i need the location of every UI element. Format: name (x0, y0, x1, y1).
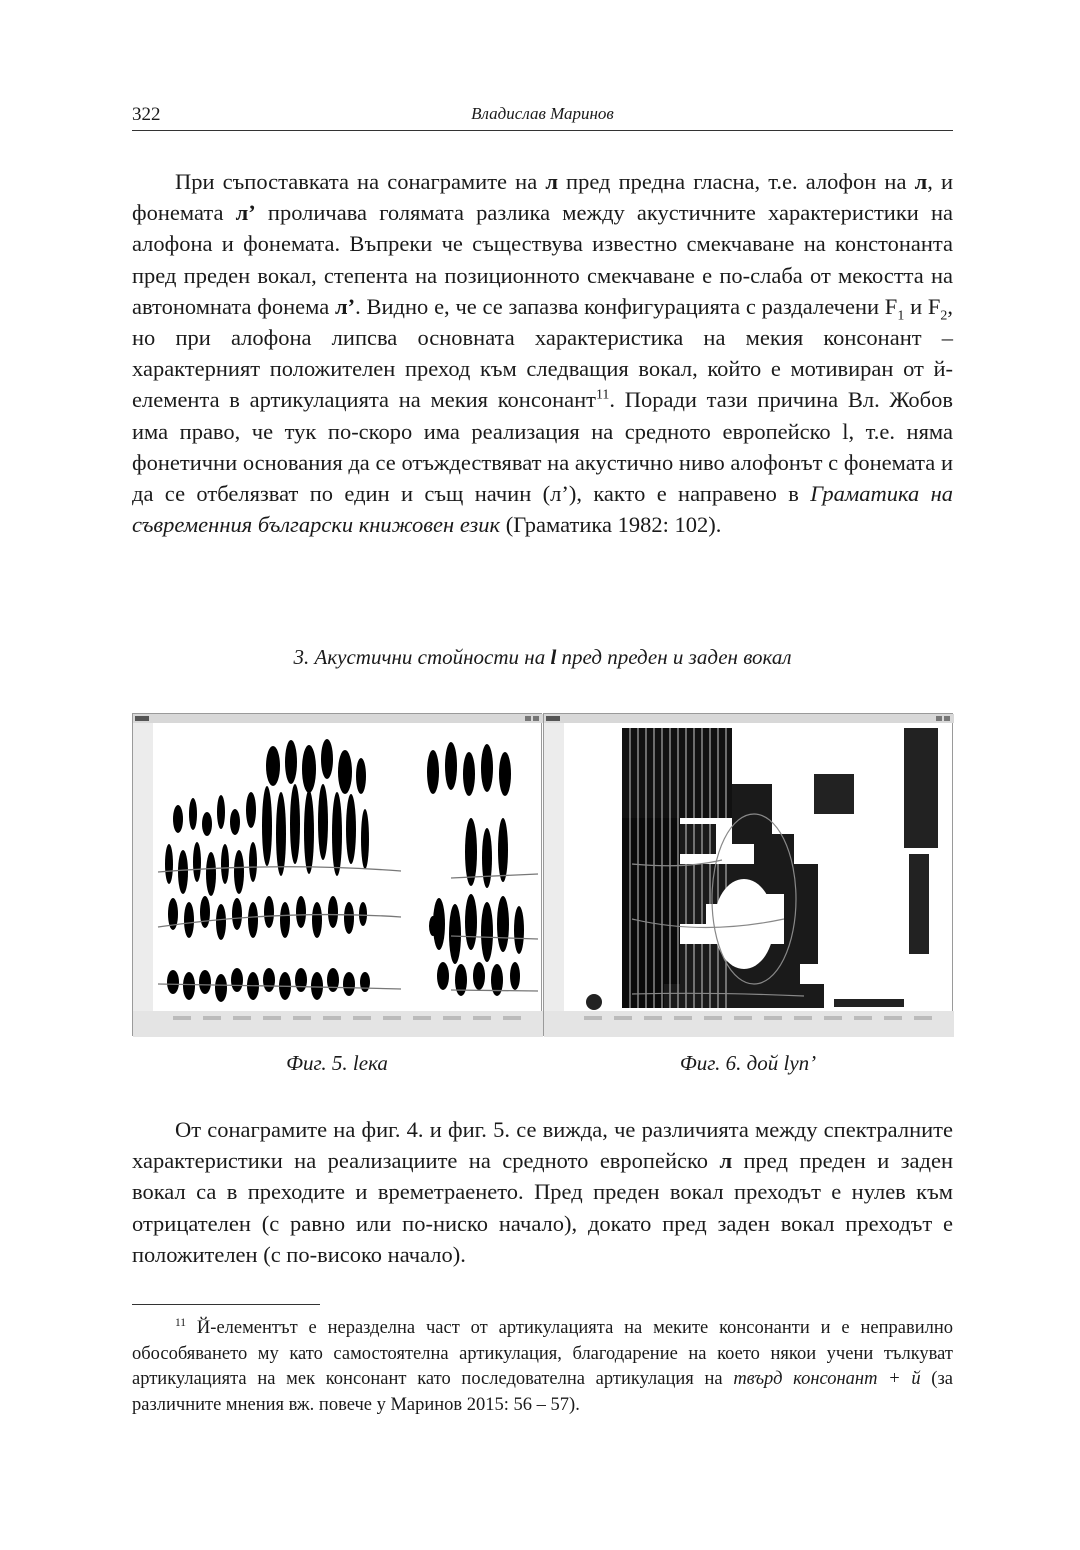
footnote-11 (132, 1316, 953, 1418)
page-number: 322 (132, 104, 161, 125)
footnote-rule (132, 1304, 320, 1305)
spectrogram-5-image (133, 714, 543, 1037)
paragraph-1 (132, 166, 953, 540)
text-run: пред предна гласна, т.е. алофон на (557, 169, 915, 194)
text-run: (за различните мнения вж. повече у Маринов 2015: 56 – 57). (132, 1369, 953, 1415)
subscript: 1 (897, 308, 905, 324)
text-run: пред преден и заден вокал (556, 645, 792, 669)
bold-run: л (914, 169, 928, 194)
italic-run: твърд консонант + й (733, 1369, 921, 1389)
running-header (132, 100, 953, 130)
text-run: , и фонемата (132, 169, 953, 226)
text-run: От сонаграмите на фиг. 4. и фиг. 5. се вижда, че различията между спектралните характеристики на реализациите на средното европейско (132, 1117, 953, 1174)
italic-run: Граматика на съвременния български книжовен език (132, 481, 953, 538)
bold-run: л (545, 169, 558, 194)
section-title (132, 645, 953, 670)
footnote-ref[interactable]: 11 (595, 387, 610, 403)
text-run: . Видно е, че се запазва конфигурацията с раздалечени F (355, 293, 898, 319)
text-run: 3. Акустични стойности на (293, 645, 551, 669)
figure-5-caption: Фиг. 5. lека (286, 1051, 388, 1075)
bold-run: l (550, 645, 557, 669)
header-rule (132, 130, 953, 131)
footnote-number: 11 (175, 1316, 187, 1329)
figure-6-caption: Фиг. 6. дой lуп’ (679, 1051, 817, 1075)
text-run: пред преден и заден вокал са в преходите и времетраенето. Пред преден вокал преходът е нулев към отрицателен (с равно или по-ниско начало), докато пред заден вокал преходът е положителен (с по-високо начало). (132, 1148, 953, 1267)
bold-run: л’ (334, 293, 356, 319)
text-run: проличава голямата разлика между акустичните характеристики на алофона и фонемата. Въпреки че съществува известно смекчаване на констонанта пред преден вокал, степента на позиционното смекчаване е по-слаба от мекостта на автономната фонема (132, 200, 953, 319)
spectrogram-figure-6 (543, 713, 953, 1036)
text-run: , но при алофона липсва основната характеристика на мекия консонант – характерният положителен преход към следващия вокал, който е мотивиран от й-елемента в артикулацията на мекия консонант (132, 293, 954, 413)
spectrogram-6-image (544, 714, 954, 1037)
text-run: При съпоставката на сонаграмите на (175, 169, 546, 194)
paragraph-2 (132, 1114, 953, 1270)
bold-run: л (719, 1148, 733, 1174)
text-run: и F (904, 293, 941, 319)
running-title: Владислав Маринов (471, 104, 614, 123)
text-run: Й-елементът е неразделна част от артикулацията на меките консонанти и е неправилно обособяването му като самостоятелна артикулация, благодарение на което някои учени тълкуват артикулацията на мек консонант като последователна артикулация на (132, 1318, 953, 1389)
spectrogram-figure-5 (132, 713, 542, 1036)
bold-run: л’ (235, 200, 256, 226)
text-run: . Поради тази причина Вл. Жобов има право, че тук по-скоро има реализация на средното европейско l, т.е. няма фонетични основания да се отъждествяват на акустично ниво алофонът с фонемата и да се отбелязват по един и същ начин (л’), както е направено в (132, 387, 953, 507)
text-run: (Граматика 1982: 102). (500, 512, 722, 538)
subscript: 2 (940, 308, 948, 324)
